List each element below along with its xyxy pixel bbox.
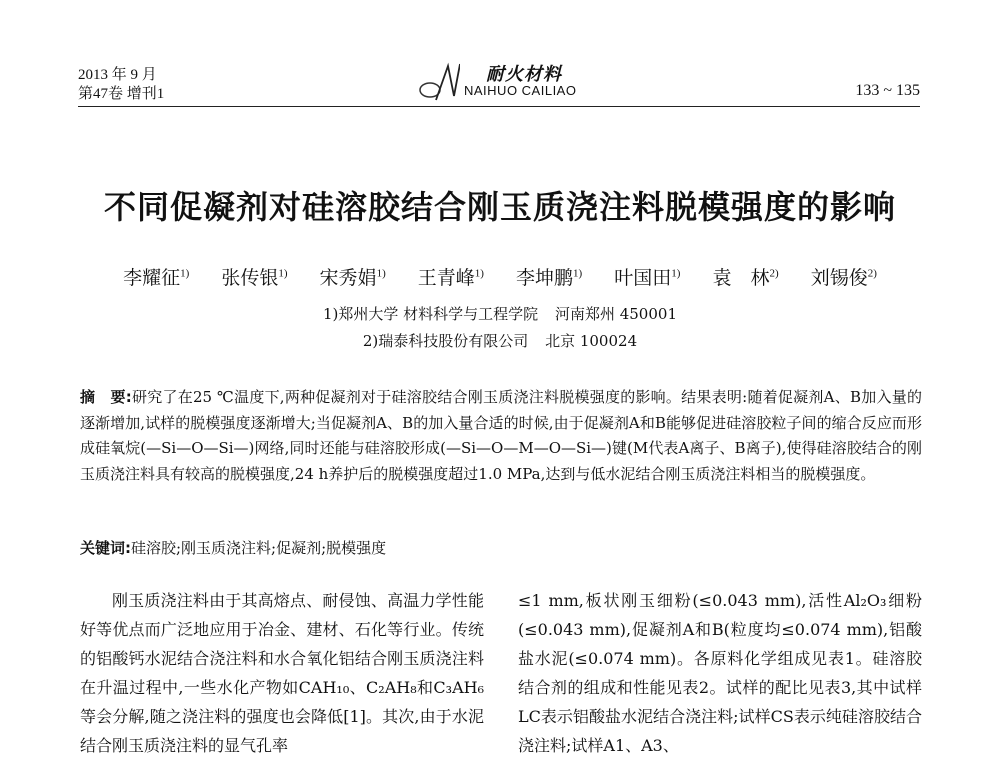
author-list (0, 263, 1000, 290)
author: 宋秀娟$^{1)}$ (319, 267, 386, 289)
journal-logo (418, 58, 588, 102)
author: 张传银$^{1)}$ (221, 267, 288, 289)
affiliation-place: 河南郑州 450001 (554, 305, 677, 323)
issue-info (78, 66, 164, 104)
author: 袁 林$^{2)}$ (712, 267, 779, 289)
header-rule (78, 106, 920, 107)
affiliation-place: 北京 100024 (545, 332, 638, 350)
author: 王青峰$^{1)}$ (417, 267, 484, 289)
affiliation (0, 303, 1000, 324)
keywords-text: 硅溶胶;刚玉质浇注料;促凝剂;脱模强度 (131, 539, 387, 557)
paper-title: 不同促凝剂对硅溶胶结合刚玉质浇注料脱模强度的影响 (103, 188, 896, 226)
author: 刘锡俊$^{2)}$ (810, 267, 877, 289)
journal-logo-ornament-icon (418, 62, 460, 102)
page-range: 133 ~ 135 (855, 82, 920, 99)
abstract-label: 摘 要: (80, 388, 132, 406)
abstract-text: 研究了在25 ℃温度下,两种促凝剂对于硅溶胶结合刚玉质浇注料脱模强度的影响。结果表明:随着促凝剂A、B加入量的逐渐增加,试样的脱模强度逐渐增大;当促凝剂A、B的加入量合适的时候,由于促凝剂A和B能够促进硅溶胶粒子间的缩合反应而形成硅氧烷(—Si—O—Si—)网络,同时还能与硅溶胶形成(—Si—O—M—O—Si—)键(M代表A离子、B离子),使得硅溶胶结合的刚玉质浇注料具有较高的脱模强度,24 h养护后的脱模强度超过1.0 MPa,达到与低水泥结合刚玉质浇注料相当的脱模强度。 (80, 388, 922, 483)
affiliation-institution: 2)瑞泰科技股份有限公司 (362, 332, 529, 350)
author: 李耀征$^{1)}$ (123, 267, 190, 289)
keywords (80, 537, 922, 558)
body-paragraph: ≤1 mm,板状刚玉细粉(≤0.043 mm),活性Al₂O₃细粉(≤0.043 mm),促凝剂A和B(粒度均≤0.074 mm),铝酸盐水泥(≤0.074 mm)。各原料化学组成见表1。硅溶胶结合剂的组成和性能见表2。试样的配比见表3,其中试样LC表示铝酸盐水泥结合浇注料;试样CS表示纯硅溶胶结合浇注料;试样A1、A3、 (518, 591, 922, 755)
journal-name-cn: 耐火材料 (486, 64, 562, 85)
issue-date: 2013 年 9 月 (78, 67, 157, 83)
body-column-left (80, 586, 484, 760)
affiliation (0, 330, 1000, 351)
keywords-label: 关键词: (80, 539, 131, 557)
body-column-right (518, 586, 922, 760)
author: 叶国田$^{1)}$ (614, 267, 681, 289)
volume-info: 第47卷 增刊1 (78, 86, 165, 102)
abstract (80, 385, 922, 487)
affiliation-institution: 1)郑州大学 材料科学与工程学院 (323, 305, 539, 323)
author: 李坤鹏$^{1)}$ (516, 267, 583, 289)
journal-name-en: NAIHUO CAILIAO (464, 83, 577, 98)
body-paragraph: 刚玉质浇注料由于其高熔点、耐侵蚀、高温力学性能好等优点而广泛地应用于冶金、建材、石化等行业。传统的铝酸钙水泥结合浇注料和水合氧化铝结合刚玉质浇注料在升温过程中,一些水化产物如CAH₁₀、C₂AH₈和C₃AH₆等会分解,随之浇注料的强度也会降低[1]。其次,由于水泥结合刚玉质浇注料的显气孔率 (80, 591, 484, 755)
